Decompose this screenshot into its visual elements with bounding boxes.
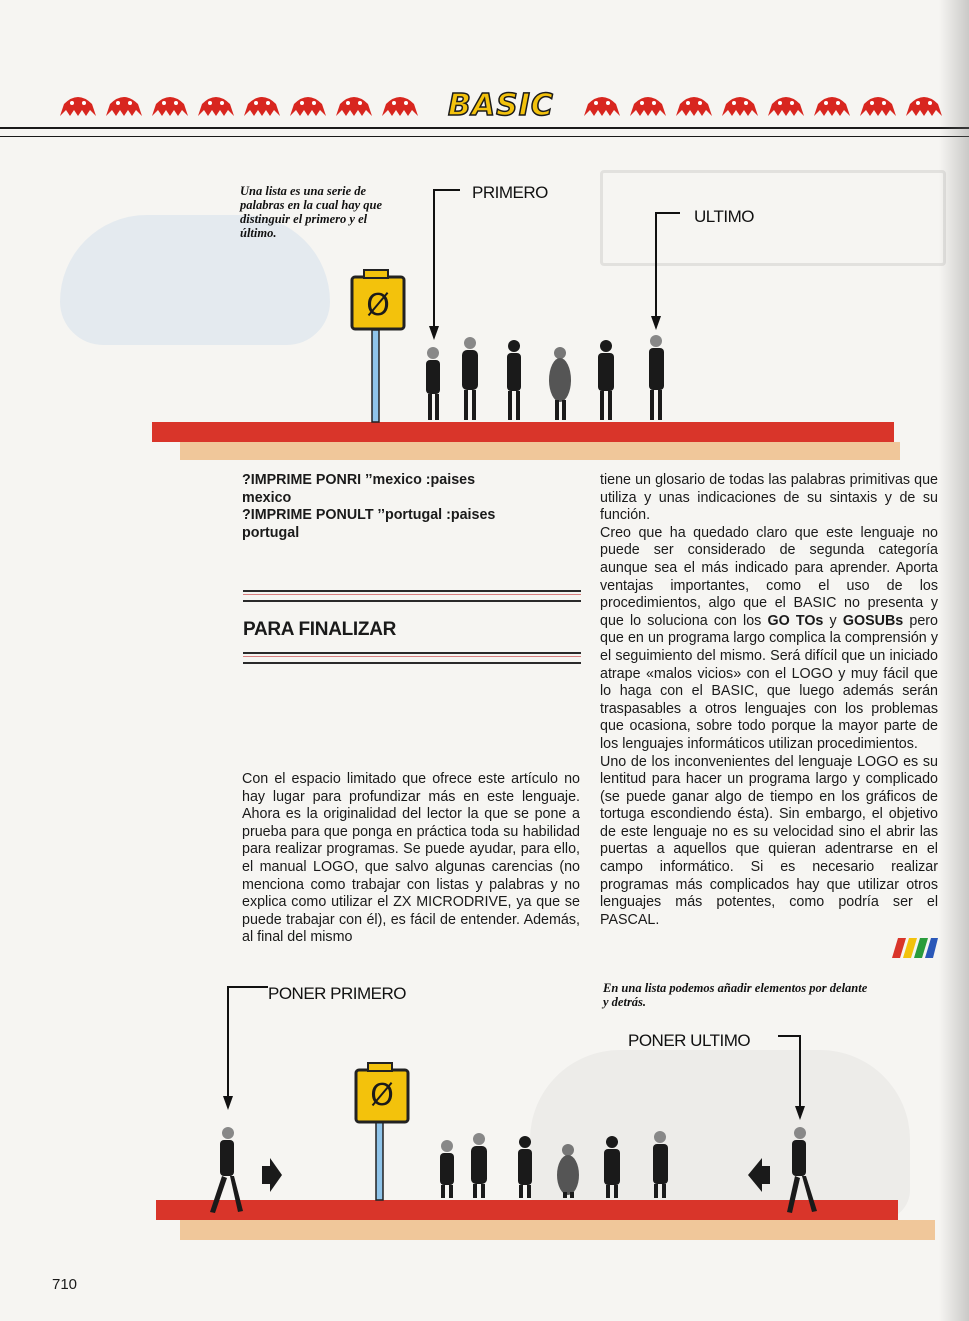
sign-pole — [372, 330, 379, 422]
code-line: mexico — [242, 489, 292, 506]
people-queue — [426, 335, 664, 420]
keyword-gotos: GO TOs — [767, 612, 824, 629]
arrow-left-icon — [748, 1158, 770, 1192]
platform — [152, 422, 894, 442]
keyword-gosubs: GOSUBs — [842, 612, 904, 629]
crab-icon — [332, 92, 376, 118]
person-figure — [518, 1136, 532, 1198]
sign-cap — [364, 270, 388, 278]
right-column — [600, 472, 938, 929]
sign-pole — [376, 1120, 383, 1200]
paragraph: Con el espacio limitado que ofrece este artículo no hay lugar para profundizar más en este lenguaje. Ahora es la originalidad del lector la que se pone a prueba para que ponga en práctica toda su habilidad para realizar programas. Se puede ayudar, para ello, el manual LOGO, que salvo algunas carencias (no menciona como trabajar con listas y palabras y no explica como utilizar el ZX MICRODRIVE, ya que se puede trabajar con él), es fácil de entender. Además, al final del mismo — [242, 771, 580, 946]
label-last: ULTIMO — [694, 207, 754, 226]
crab-icon — [148, 92, 192, 118]
crab-icon — [672, 92, 716, 118]
arrow-right-icon — [262, 1158, 282, 1192]
arrow-first-head — [429, 326, 439, 340]
person-figure — [604, 1136, 620, 1198]
figure-top-caption: Una lista es una serie de palabras en la cual hay que distinguir el primero y el último. — [240, 184, 383, 240]
paragraph: Creo que ha quedado claro que este lenguaje no puede ser considerado de segunda categoría aunque sea el más indicado para aprender. Aporta ventajas importantes, como el uso de los procedimientos, algo que el BASIC no presenta y que lo soluciona con los GO TOs y GOSUBs pero que en un programa largo complica la comprensión y el seguimiento del mismo. Será difícil que un iniciado atrape «malos vicios» con el LOGO y muy fácil que lo haga con el BASIC, que luego además serán traspasables a otros lenguajes con los problemas que ocasiona, sobre todo porque la mayor parte de los lenguajes informáticos utilizan procedimientos. — [600, 524, 938, 752]
header-rule-top — [0, 127, 969, 129]
platform-shadow — [180, 1220, 935, 1240]
figure-bottom-caption: En una lista podemos añadir elementos por delante y detrás. — [603, 981, 868, 1009]
page-edge-shadow — [939, 0, 969, 1321]
label-first: PRIMERO — [472, 183, 548, 202]
crab-icon — [194, 92, 238, 118]
person-figure — [471, 1133, 487, 1198]
code-line: ?IMPRIME PONULT ’’portugal :paises — [242, 507, 496, 524]
crab-icon — [764, 92, 808, 118]
label-put-last: PONER ULTIMO — [628, 1031, 751, 1050]
header-rule-bottom — [0, 136, 969, 137]
person-figure — [649, 335, 664, 420]
section-rule-top — [243, 590, 581, 602]
sign-symbol: Ø — [366, 288, 390, 323]
platform — [156, 1200, 898, 1220]
crab-icon — [718, 92, 762, 118]
section-rule-bottom — [243, 652, 581, 664]
crab-icon — [810, 92, 854, 118]
label-put-first: PONER PRIMERO — [268, 984, 407, 1003]
rainbow-end-mark-icon — [892, 938, 938, 958]
figure-top-illustration — [150, 180, 910, 470]
paragraph: Uno de los inconvenientes del lenguaje LOGO es su lentitud para hacer un programa largo y complicado (se puede ganar algo de tiempo en los gráficos de tortuga escondiendo ésta). Sin embargo, el objetivo de este lenguaje no es su velocidad sino el abrir las puertas a aquellos que quieran adentrarse en el campo informático. Si es necesario realizar programas más complicados hay que utilizar otros lenguajes más potentes, como podría ser el PASCAL. — [600, 753, 938, 928]
arrow-first-line — [434, 190, 460, 330]
platform-shadow — [180, 442, 900, 460]
person-figure — [557, 1144, 579, 1198]
basic-logo: BASIC — [448, 88, 554, 123]
code-line: ?IMPRIME PONRI ’’mexico :paises — [242, 472, 476, 488]
arrow-first-line — [228, 987, 268, 1100]
figure-bottom-illustration — [150, 980, 940, 1245]
crab-border-right — [580, 92, 946, 120]
code-line: portugal — [242, 524, 300, 541]
paragraph: tiene un glosario de todas las palabras primitivas que utiliza y unas indicaciones de su sintaxis y de su función. — [600, 472, 938, 524]
person-figure — [598, 340, 614, 420]
section-title: PARA FINALIZAR — [243, 619, 397, 640]
page-number: 710 — [52, 1276, 78, 1293]
person-figure — [507, 340, 521, 420]
person-figure — [426, 347, 440, 420]
page-header — [0, 82, 969, 132]
crab-icon — [102, 92, 146, 118]
sign-symbol: Ø — [370, 1078, 394, 1113]
crab-icon — [240, 92, 284, 118]
crab-icon — [378, 92, 422, 118]
crab-icon — [580, 92, 624, 118]
person-figure — [462, 337, 478, 420]
crab-icon — [626, 92, 670, 118]
crab-icon — [856, 92, 900, 118]
crab-icon — [56, 92, 100, 118]
arrow-last-line — [656, 213, 680, 320]
arrow-last-head — [795, 1106, 805, 1120]
left-column — [242, 771, 580, 947]
person-figure — [549, 347, 571, 420]
person-figure — [440, 1140, 454, 1198]
arrow-last-head — [651, 316, 661, 330]
arrow-first-head — [223, 1096, 233, 1110]
crab-border-left — [56, 92, 422, 120]
crab-icon — [286, 92, 330, 118]
code-block — [242, 472, 582, 542]
person-figure — [653, 1131, 668, 1198]
arrow-last-line — [778, 1036, 800, 1110]
